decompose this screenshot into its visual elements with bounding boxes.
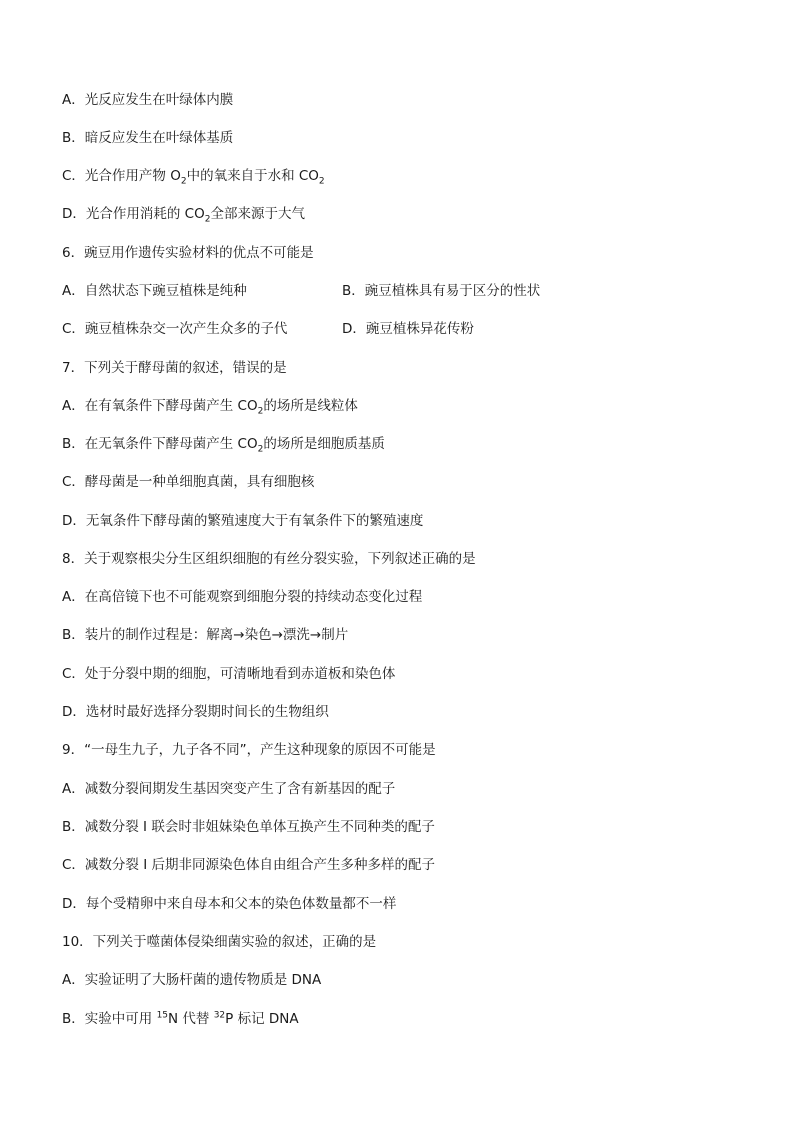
q5-option-c-part1: C．光合作用产物 O [62,168,181,184]
q9-option-d: D．每个受精卵中来自母本和父本的染色体数量都不一样 [62,896,397,912]
q10-option-b-part3: P 标记 DNA [225,1011,299,1027]
q10-option-b [62,1010,299,1028]
q5-option-d [62,205,305,223]
q5-option-c-part2: 中的氧来自于水和 CO [186,168,319,184]
q6-option-d: D．豌豆植株异花传粉 [342,321,474,337]
q8-option-b: B．装片的制作过程是：解离→染色→漂洗→制片 [62,627,349,643]
q5-option-c [62,167,325,185]
q8-option-d: D．选材时最好选择分裂期时间长的生物组织 [62,704,329,720]
q9-option-a: A．减数分裂间期发生基因突变产生了含有新基因的配子 [62,781,396,797]
q7-stem: 7．下列关于酵母菌的叙述，错误的是 [62,360,287,376]
q10-option-b-part2: N 代替 [168,1011,214,1027]
q5-option-d-part2: 全部来源于大气 [210,206,305,222]
q6-stem: 6．豌豆用作遗传实验材料的优点不可能是 [62,245,314,261]
q9-stem: 9．“一母生九子，九子各不同”，产生这种现象的原因不可能是 [62,742,436,758]
q5-option-a: A．光反应发生在叶绿体内膜 [62,92,234,108]
q9-option-c: C．减数分裂 I 后期非同源染色体自由组合产生多种多样的配子 [62,857,435,873]
q8-option-c: C．处于分裂中期的细胞，可清晰地看到赤道板和染色体 [62,666,396,682]
q10-stem: 10．下列关于噬菌体侵染细菌实验的叙述，正确的是 [62,934,377,950]
q7-option-b-subscript: 2 [257,444,264,455]
q7-option-a-subscript: 2 [257,406,264,417]
q5-option-d-part1: D．光合作用消耗的 CO [62,206,205,222]
q7-option-a-part2: 的场所是线粒体 [263,398,358,414]
q8-option-a: A．在高倍镜下也不可能观察到细胞分裂的持续动态变化过程 [62,589,423,605]
q6-option-b: B．豌豆植株具有易于区分的性状 [342,283,541,299]
q7-option-b-part2: 的场所是细胞质基质 [263,436,385,452]
q6-option-a: A．自然状态下豌豆植株是纯种 [62,283,247,299]
q5-option-d-subscript: 2 [204,214,211,225]
q8-stem: 8．关于观察根尖分生区组织细胞的有丝分裂实验，下列叙述正确的是 [62,551,476,567]
q10-option-b-superscript1: 15 [156,1010,169,1021]
q5-option-c-subscript1: 2 [180,176,187,187]
q10-option-b-superscript2: 32 [213,1010,226,1021]
q5-option-b: B．暗反应发生在叶绿体基质 [62,130,234,146]
q10-option-a: A．实验证明了大肠杆菌的遗传物质是 DNA [62,972,322,988]
q7-option-b-part1: B．在无氧条件下酵母菌产生 CO [62,436,258,452]
q6-option-c: C．豌豆植株杂交一次产生众多的子代 [62,321,288,337]
q5-option-c-subscript2: 2 [318,176,325,187]
q7-option-d: D．无氧条件下酵母菌的繁殖速度大于有氧条件下的繁殖速度 [62,513,424,529]
q7-option-a-part1: A．在有氧条件下酵母菌产生 CO [62,398,258,414]
q10-option-b-part1: B．实验中可用 [62,1011,157,1027]
q7-option-c: C．酵母菌是一种单细胞真菌，具有细胞核 [62,474,315,490]
q7-option-a [62,397,358,415]
q9-option-b: B．减数分裂 I 联会时非姐妹染色单体互换产生不同种类的配子 [62,819,435,835]
q7-option-b [62,435,385,453]
